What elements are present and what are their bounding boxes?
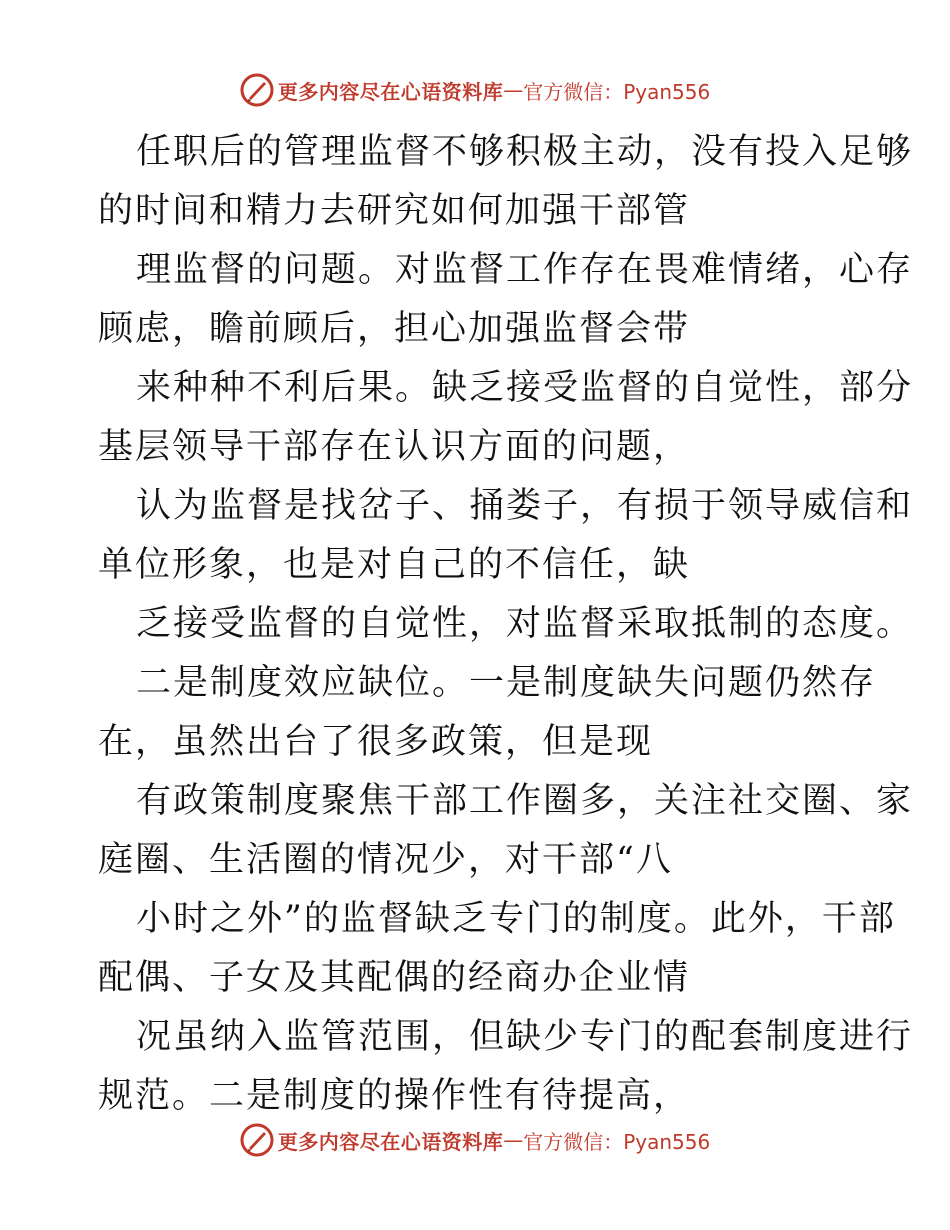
paragraph-line: 庭圈、生活圈的情况少，对干部“八 bbox=[98, 840, 673, 880]
banner-wechat-text: 官方微信：Pyan556 bbox=[523, 79, 711, 104]
banner-wechat-text: 官方微信：Pyan556 bbox=[523, 1129, 711, 1154]
paragraph bbox=[98, 890, 896, 1008]
paragraph-line: 基层领导干部存在认识方面的问题， bbox=[98, 427, 691, 467]
banner-dash: — bbox=[503, 1128, 524, 1152]
paragraph bbox=[98, 477, 914, 595]
paragraph bbox=[98, 654, 877, 772]
quill-pen-logo-icon bbox=[240, 1123, 274, 1157]
paragraph-line: 二是制度效应缺位。一是制度缺失问题仍然存 bbox=[136, 663, 877, 703]
document-body bbox=[98, 123, 914, 1126]
paragraph-line: 小时之外”的监督缺乏专门的制度。此外，干部 bbox=[136, 899, 896, 939]
paragraph bbox=[98, 123, 914, 241]
paragraph bbox=[98, 595, 914, 654]
quill-pen-logo-icon bbox=[240, 73, 274, 107]
paragraph-line: 配偶、子女及其配偶的经商办企业情 bbox=[98, 958, 691, 998]
paragraph-line: 顾虑，瞻前顾后，担心加强监督会带 bbox=[98, 309, 691, 349]
paragraph-line: 在，虽然出台了很多政策，但是现 bbox=[98, 722, 654, 762]
paragraph-line: 任职后的管理监督不够积极主动，没有投入足够 bbox=[136, 132, 914, 172]
header-banner bbox=[0, 70, 950, 110]
paragraph-line: 乏接受监督的自觉性，对监督采取抵制的态度。 bbox=[136, 604, 914, 644]
paragraph-line: 来种种不利后果。缺乏接受监督的自觉性，部分 bbox=[136, 368, 914, 408]
paragraph bbox=[98, 359, 914, 477]
paragraph-line: 规范。二是制度的操作性有待提高， bbox=[98, 1076, 691, 1116]
paragraph bbox=[98, 772, 914, 890]
footer-banner bbox=[0, 1120, 950, 1160]
paragraph-line: 有政策制度聚焦干部工作圈多，关注社交圈、家 bbox=[136, 781, 914, 821]
paragraph-line: 认为监督是找岔子、捅娄子，有损于领导威信和 bbox=[136, 486, 914, 526]
paragraph bbox=[98, 1008, 914, 1126]
paragraph-line: 况虽纳入监管范围，但缺少专门的配套制度进行 bbox=[136, 1017, 914, 1057]
paragraph bbox=[98, 241, 914, 359]
paragraph-line: 理监督的问题。对监督工作存在畏难情绪，心存 bbox=[136, 250, 914, 290]
paragraph-line: 单位形象，也是对自己的不信任，缺 bbox=[98, 545, 691, 585]
banner-brand-text: 更多内容尽在心语资料库 bbox=[277, 79, 504, 104]
banner-dash: — bbox=[503, 78, 524, 102]
banner-brand-text: 更多内容尽在心语资料库 bbox=[277, 1129, 504, 1154]
paragraph-line: 的时间和精力去研究如何加强干部管 bbox=[98, 191, 691, 231]
